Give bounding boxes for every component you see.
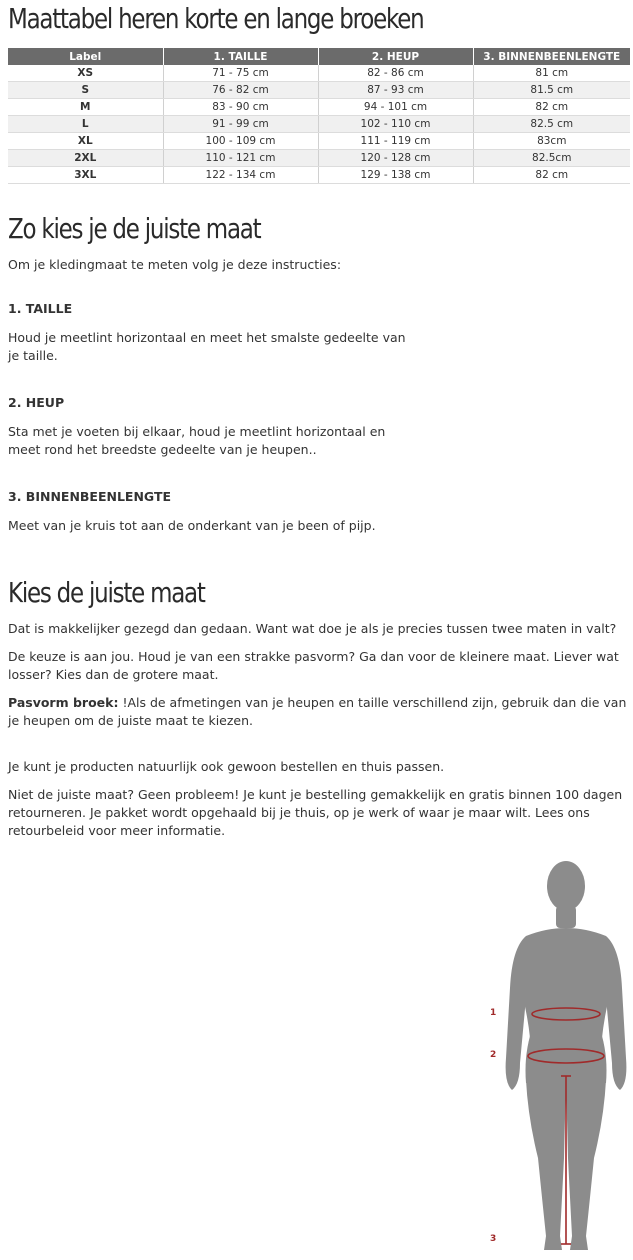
size-label: L: [8, 116, 163, 133]
table-row: [8, 116, 630, 133]
table-row: [8, 150, 630, 167]
size-label: XL: [8, 133, 163, 150]
heup-value: 129 - 138 cm: [318, 167, 473, 184]
body-measurement-figure: [470, 858, 630, 1256]
step-heup-label: 2. HEUP: [8, 395, 65, 410]
table-row: [8, 82, 630, 99]
step-taille-label: 1. TAILLE: [8, 301, 73, 316]
taille-value: 91 - 99 cm: [163, 116, 318, 133]
pasvorm-label: Pasvorm broek:: [8, 695, 119, 710]
binnenbeen-value: 81.5 cm: [473, 82, 630, 99]
size-table-header-row: [8, 48, 630, 65]
choose-paragraph-5: Niet de juiste maat? Geen probleem! Je kunt je bestelling gemakkelijk en gratis binnen 100 dagen retourneren. Je pakket wordt opgehaald bij je thuis, op je werk of waar je maar wilt. Lees ons retourbeleid voor meer informatie.: [8, 787, 623, 838]
taille-value: 71 - 75 cm: [163, 65, 318, 82]
step-binnenbeen-text: Meet van je kruis tot aan de onderkant van je been of pijp.: [8, 518, 376, 533]
step-binnenbeen-label: 3. BINNENBEENLENGTE: [8, 489, 172, 504]
binnenbeen-value: 83cm: [473, 133, 630, 150]
heup-value: 94 - 101 cm: [318, 99, 473, 116]
size-label: XS: [8, 65, 163, 82]
step-heup-text: Sta met je voeten bij elkaar, houd je meetlint horizontaal en meet rond het breedste gedeelte van je heupen..: [8, 424, 386, 457]
marker-3: 3: [490, 1234, 497, 1244]
choose-paragraph-1: Dat is makkelijker gezegd dan gedaan. Want wat doe je als je precies tussen twee maten in valt?: [8, 621, 617, 636]
taille-value: 122 - 134 cm: [163, 167, 318, 184]
marker-1: 1: [490, 1008, 497, 1018]
header-taille: 1. TAILLE: [163, 48, 318, 65]
binnenbeen-value: 82.5 cm: [473, 116, 630, 133]
taille-value: 110 - 121 cm: [163, 150, 318, 167]
binnenbeen-value: 82 cm: [473, 99, 630, 116]
header-heup: 2. HEUP: [318, 48, 473, 65]
size-label: 3XL: [8, 167, 163, 184]
step-taille-text: Houd je meetlint horizontaal en meet het smalste gedeelte van je taille.: [8, 330, 406, 363]
pasvorm-text: !Als de afmetingen van je heupen en taille verschillend zijn, gebruik dan die van je heupen om de juiste maat te kiezen.: [8, 695, 627, 728]
table-row: [8, 99, 630, 116]
header-binnenbeenlengte: 3. BINNENBEENLENGTE: [473, 48, 630, 65]
heup-value: 120 - 128 cm: [318, 150, 473, 167]
table-row: [8, 65, 630, 82]
taille-value: 100 - 109 cm: [163, 133, 318, 150]
choose-paragraph-3: [8, 694, 630, 730]
table-row: [8, 167, 630, 184]
taille-value: 76 - 82 cm: [163, 82, 318, 99]
binnenbeen-value: 81 cm: [473, 65, 630, 82]
taille-value: 83 - 90 cm: [163, 99, 318, 116]
heup-value: 82 - 86 cm: [318, 65, 473, 82]
table-row: [8, 133, 630, 150]
binnenbeen-value: 82 cm: [473, 167, 630, 184]
heup-value: 111 - 119 cm: [318, 133, 473, 150]
size-label: S: [8, 82, 163, 99]
how-to-title: Zo kies je de juiste maat: [8, 212, 261, 245]
heup-value: 102 - 110 cm: [318, 116, 473, 133]
size-label: M: [8, 99, 163, 116]
choose-paragraph-2: De keuze is aan jou. Houd je van een strakke pasvorm? Ga dan voor de kleinere maat. Liever wat losser? Kies dan de grotere maat.: [8, 649, 619, 682]
binnenbeen-value: 82.5cm: [473, 150, 630, 167]
size-label: 2XL: [8, 150, 163, 167]
heup-value: 87 - 93 cm: [318, 82, 473, 99]
choose-paragraph-4: Je kunt je producten natuurlijk ook gewoon bestellen en thuis passen.: [8, 759, 445, 774]
choose-title: Kies de juiste maat: [8, 576, 205, 609]
marker-2: 2: [490, 1050, 497, 1060]
how-to-intro: Om je kledingmaat te meten volg je deze instructies:: [8, 257, 342, 272]
size-table: [8, 48, 630, 184]
header-label: Label: [8, 48, 163, 65]
size-table-title: Maattabel heren korte en lange broeken: [8, 2, 424, 35]
